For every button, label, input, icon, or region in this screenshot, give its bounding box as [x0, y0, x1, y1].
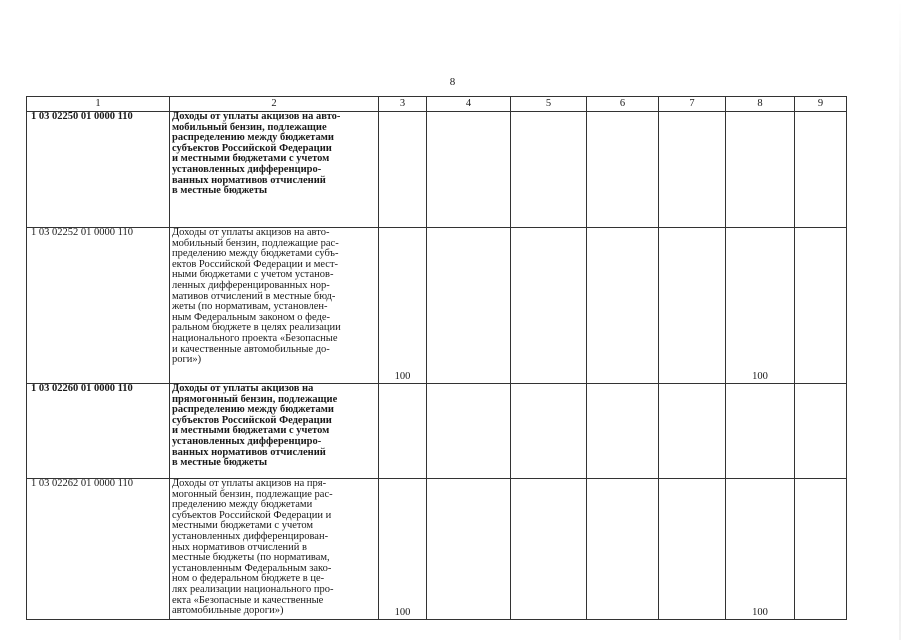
description-line: лях реализации национального про- [172, 583, 334, 595]
header-cell: 3 [379, 97, 427, 112]
description-line: установленных дифференциро- [172, 435, 322, 447]
description-line: ленных дифференцированных нор- [172, 279, 330, 291]
row-value-c5 [511, 384, 587, 479]
description-line: пределению между бюджетами субъ- [172, 248, 339, 260]
row-value-c3 [379, 384, 427, 479]
row-value-c4 [427, 228, 511, 384]
row-value-c9 [795, 479, 847, 620]
row-code: 1 03 02262 01 0000 110 [27, 479, 170, 620]
description-line: екта «Безопасные и качественные [172, 594, 324, 606]
header-cell: 4 [427, 97, 511, 112]
header-cell: 8 [726, 97, 795, 112]
header-cell: 1 [27, 97, 170, 112]
description-line: роги») [172, 354, 202, 366]
header-cell: 6 [587, 97, 659, 112]
row-value-c9 [795, 228, 847, 384]
row-value-c6 [587, 479, 659, 620]
row-description [170, 384, 379, 479]
description-line: субъектов Российской Федерации [172, 142, 332, 154]
table-row [27, 112, 847, 228]
description-line: жеты (по нормативам, установлен- [172, 301, 328, 313]
description-line: ектов Российской Федерации и мест- [172, 258, 339, 270]
description-line: ными бюджетами с учетом установ- [172, 269, 334, 281]
description-line: Доходы от уплаты акцизов на авто- [172, 111, 341, 122]
description-line: ным Федеральным законом о феде- [172, 311, 331, 323]
description-line: Доходы от уплаты акцизов на пря- [172, 478, 327, 489]
row-code: 1 03 02250 01 0000 110 [27, 112, 170, 228]
row-value-c3 [379, 112, 427, 228]
row-code: 1 03 02260 01 0000 110 [27, 384, 170, 479]
row-code: 1 03 02252 01 0000 110 [27, 228, 170, 384]
description-line: субъектов Российской Федерации и [172, 509, 332, 521]
description-line: и местными бюджетами с учетом [172, 425, 330, 437]
table-row [27, 479, 847, 620]
description-line: ральном бюджете в целях реализации [172, 322, 341, 334]
header-cell: 5 [511, 97, 587, 112]
row-description [170, 112, 379, 228]
row-value-c9 [795, 384, 847, 479]
description-line: распределению между бюджетами [172, 404, 334, 416]
row-value-c3: 100 [379, 228, 427, 384]
row-value-c5 [511, 479, 587, 620]
description-line: ных нормативов отчислений в [172, 541, 307, 553]
row-value-c8 [726, 384, 795, 479]
description-line: местные бюджеты (по нормативам, [172, 552, 330, 564]
description-line: мобильный бензин, подлежащие рас- [172, 237, 339, 249]
page-number: 8 [449, 76, 456, 88]
row-value-c5 [511, 112, 587, 228]
row-value-c4 [427, 384, 511, 479]
description-line: мативов отчислений в местные бюд- [172, 290, 336, 302]
row-value-c7 [659, 228, 726, 384]
budget-table [26, 96, 847, 620]
row-value-c6 [587, 228, 659, 384]
row-value-c4 [427, 479, 511, 620]
row-value-c8: 100 [726, 228, 795, 384]
description-line: установленным Федеральным зако- [172, 562, 332, 574]
description-line: установленных дифференциро- [172, 163, 322, 175]
header-cell: 7 [659, 97, 726, 112]
row-value-c8: 100 [726, 479, 795, 620]
row-value-c6 [587, 112, 659, 228]
description-line: распределению между бюджетами [172, 132, 334, 144]
description-line: Доходы от уплаты акцизов на авто- [172, 227, 330, 238]
row-value-c7 [659, 384, 726, 479]
row-value-c9 [795, 112, 847, 228]
description-line: Доходы от уплаты акцизов на [172, 383, 314, 394]
row-value-c8 [726, 112, 795, 228]
description-line: автомобильные дороги») [172, 605, 284, 617]
description-line: установленных дифференцирован- [172, 530, 329, 542]
row-value-c4 [427, 112, 511, 228]
description-line: субъектов Российской Федерации [172, 414, 332, 426]
description-line: прямогонный бензин, подлежащие [172, 393, 338, 405]
description-line: в местные бюджеты [172, 185, 268, 197]
row-value-c7 [659, 112, 726, 228]
row-value-c6 [587, 384, 659, 479]
row-description [170, 228, 379, 384]
row-value-c7 [659, 479, 726, 620]
row-value-c5 [511, 228, 587, 384]
header-row [27, 97, 847, 112]
description-line: местными бюджетами с учетом [172, 520, 314, 532]
table-body [27, 97, 847, 620]
description-line: ванных нормативов отчислений [172, 446, 326, 458]
description-line: в местные бюджеты [172, 457, 268, 469]
table-row [27, 228, 847, 384]
description-line: пределению между бюджетами [172, 499, 313, 511]
description-line: ванных нормативов отчислений [172, 174, 326, 186]
description-line: могонный бензин, подлежащие рас- [172, 488, 333, 500]
scan-edge [899, 0, 901, 640]
description-line: национального проекта «Безопасные [172, 332, 338, 344]
table-row [27, 384, 847, 479]
description-line: ном о федеральном бюджете в це- [172, 573, 325, 585]
header-cell: 2 [170, 97, 379, 112]
description-line: мобильный бензин, подлежащие [172, 121, 327, 133]
description-line: и местными бюджетами с учетом [172, 153, 330, 165]
description-line: и качественные автомобильные до- [172, 343, 330, 355]
row-value-c3: 100 [379, 479, 427, 620]
row-description [170, 479, 379, 620]
header-cell: 9 [795, 97, 847, 112]
